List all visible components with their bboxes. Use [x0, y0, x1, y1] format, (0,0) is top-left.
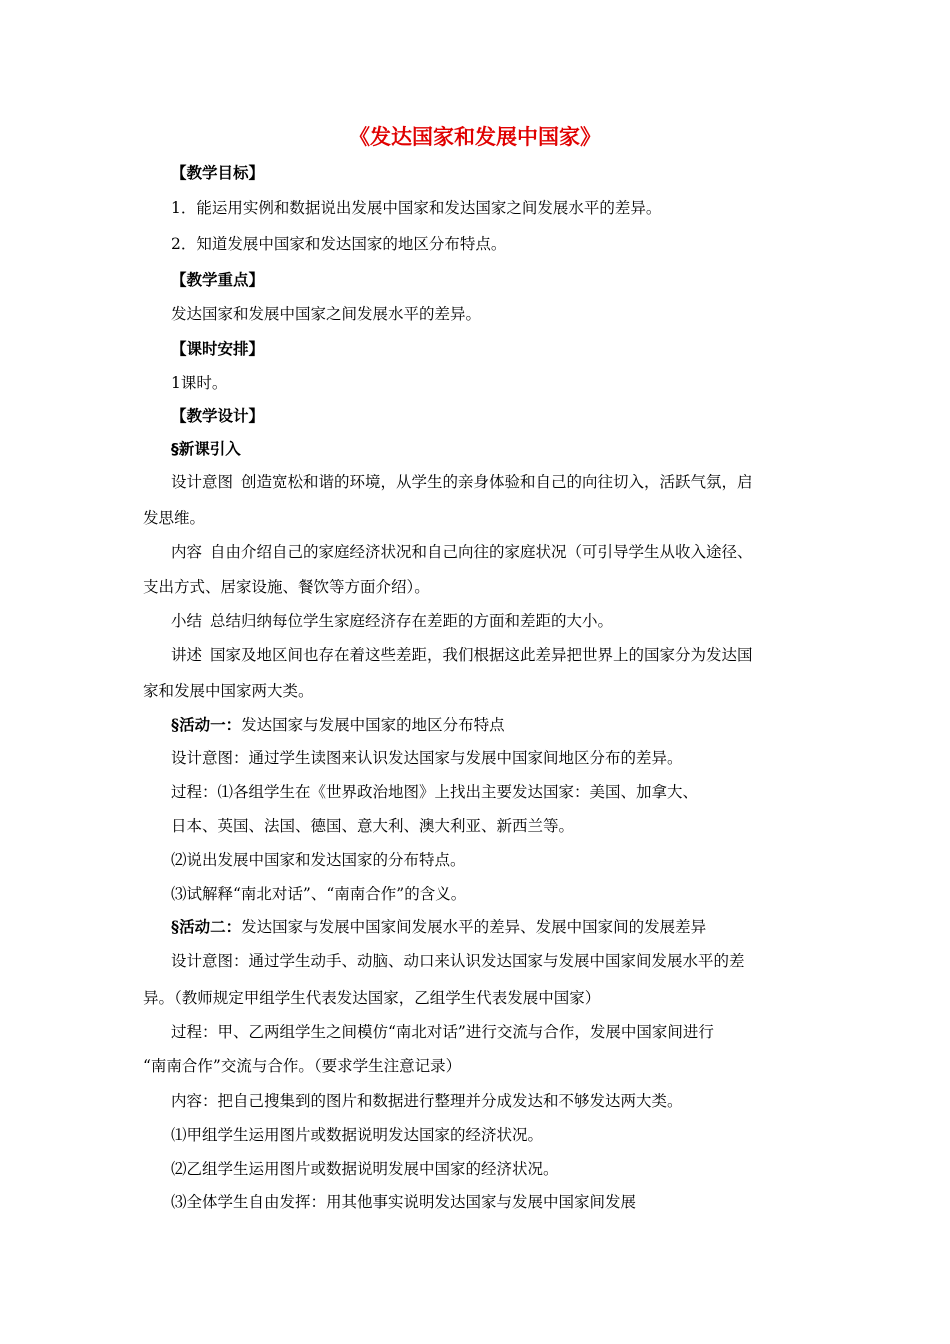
narrate-text: 国家及地区间也存在着这些差距，我们根据这此差异把世界上的国家分为发达国 — [210, 646, 753, 664]
activity2-heading-prefix: §活动二： — [171, 917, 242, 936]
intro-summary — [171, 611, 613, 631]
intro-intent-line-1 — [171, 472, 753, 492]
activity2-process-line-2: “南南合作”交流与合作。（要求学生注意记录） — [143, 1057, 462, 1075]
activity2-step-1: ⑴甲组学生运用图片或数据说明发达国家的经济状况。 — [171, 1126, 544, 1144]
intent-label: 设计意图 — [171, 473, 234, 491]
activity2-step-3: ⑶全体学生自由发挥：用其他事实说明发达国家与发展中国家间发展 — [171, 1193, 637, 1211]
objective-item-1: 1．能运用实例和数据说出发展中国家和发达国家之间发展水平的差异。 — [171, 199, 662, 217]
intro-content-line-1 — [171, 542, 753, 562]
objectives-heading: 【教学目标】 — [171, 164, 265, 182]
activity1-process-line-1: 过程：⑴各组学生在《世界政治地图》上找出主要发达国家：美国、加拿大、 — [171, 783, 699, 801]
activity2-heading-text: 发达国家与发展中国家间发展水平的差异、发展中国家间的发展差异 — [241, 918, 707, 936]
objective-item-2: 2．知道发展中国家和发达国家的地区分布特点。 — [171, 235, 507, 253]
activity1-intent: 设计意图：通过学生读图来认识发达国家与发展中国家间地区分布的差异。 — [171, 749, 683, 767]
intro-intent-line-2: 发思维。 — [143, 509, 206, 527]
activity1-heading-text: 发达国家与发展中国家的地区分布特点 — [241, 716, 505, 734]
intro-content-line-2: 支出方式、居家设施、餐饮等方面介绍）。 — [143, 578, 430, 596]
activity2-heading — [171, 917, 706, 937]
summary-label: 小结 — [171, 612, 203, 630]
activity1-step-2: ⑵说出发展中国家和发达国家的分布特点。 — [171, 851, 466, 869]
activity2-step-2: ⑵乙组学生运用图片或数据说明发展中国家的经济状况。 — [171, 1160, 559, 1178]
content-text: 自由介绍自己的家庭经济状况和自己向往的家庭状况（可引导学生从收入途径、 — [210, 543, 753, 561]
focus-heading: 【教学重点】 — [171, 271, 265, 289]
activity1-heading-prefix: §活动一： — [171, 715, 242, 734]
activity2-intent-line-1: 设计意图：通过学生动手、动脑、动口来认识发达国家与发展中国家间发展水平的差 — [171, 952, 745, 970]
intent-text: 创造宽松和谐的环境，从学生的亲身体验和自己的向往切入，活跃气氛，启 — [241, 473, 753, 491]
activity2-content: 内容：把自己搜集到的图片和数据进行整理并分成发达和不够发达两大类。 — [171, 1092, 683, 1110]
narrate-label: 讲述 — [171, 646, 203, 664]
intro-narrate-line-2: 家和发展中国家两大类。 — [143, 682, 314, 700]
activity2-process-line-1: 过程：甲、乙两组学生之间模仿“南北对话”进行交流与合作，发展中国家间进行 — [171, 1023, 714, 1041]
intro-narrate-line-1 — [171, 645, 753, 665]
focus-text: 发达国家和发展中国家之间发展水平的差异。 — [171, 305, 482, 323]
schedule-text: 1课时。 — [171, 374, 228, 392]
activity2-intent-line-2: 异。（教师规定甲组学生代表发达国家，乙组学生代表发展中国家） — [143, 989, 601, 1007]
document-title: 《发达国家和发展中国家》 — [349, 125, 601, 149]
summary-text: 总结归纳每位学生家庭经济存在差距的方面和差距的大小。 — [210, 612, 614, 630]
activity1-step-3: ⑶试解释“南北对话”、“南南合作”的含义。 — [171, 885, 467, 903]
schedule-heading: 【课时安排】 — [171, 340, 265, 358]
content-label: 内容 — [171, 543, 203, 561]
activity1-process-line-2: 日本、英国、法国、德国、意大利、澳大利亚、新西兰等。 — [171, 817, 575, 835]
activity1-heading — [171, 715, 505, 735]
intro-heading: §新课引入 — [171, 440, 241, 458]
design-heading: 【教学设计】 — [171, 407, 265, 425]
